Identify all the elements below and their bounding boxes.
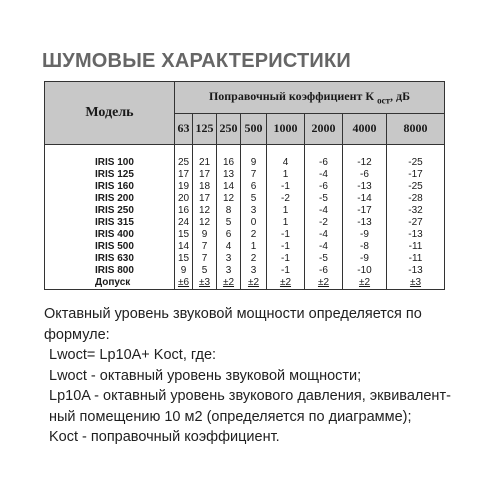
value-cell: 13 [217, 169, 241, 181]
value-cell: -6 [305, 265, 343, 277]
table-row [45, 253, 445, 265]
value-cell: 1 [267, 217, 305, 229]
value-cell: 24 [175, 217, 193, 229]
spacer-cell [267, 145, 305, 158]
table-row [45, 217, 445, 229]
frequency-header: 500 [241, 113, 267, 145]
value-cell: -5 [305, 253, 343, 265]
table-row [45, 169, 445, 181]
value-cell: 1 [267, 169, 305, 181]
value-cell: -17 [387, 169, 445, 181]
value-cell: 16 [175, 205, 193, 217]
value-cell: -9 [343, 229, 387, 241]
value-cell: -1 [267, 241, 305, 253]
value-cell: 21 [193, 157, 217, 169]
tolerance-label: Допуск [45, 277, 175, 290]
value-cell: 18 [193, 181, 217, 193]
value-cell: -25 [387, 157, 445, 169]
value-cell: 5 [193, 265, 217, 277]
table-row [45, 157, 445, 169]
table-row [45, 229, 445, 241]
text-line: формуле: [44, 326, 110, 343]
model-name: IRIS 160 [45, 181, 175, 193]
value-cell: 17 [193, 169, 217, 181]
frequency-header: 2000 [305, 113, 343, 145]
tolerance-cell: ±3 [193, 277, 217, 290]
frequency-header: 250 [217, 113, 241, 145]
value-cell: -2 [305, 217, 343, 229]
value-cell: 12 [193, 205, 217, 217]
text-line: Koct - поправочный коэффициент. [49, 429, 280, 445]
value-cell: 5 [241, 193, 267, 205]
spacer-cell [387, 145, 445, 158]
tolerance-cell: ±6 [175, 277, 193, 290]
value-cell: -28 [387, 193, 445, 205]
value-cell: -13 [387, 229, 445, 241]
value-cell: 9 [175, 265, 193, 277]
value-cell: -4 [305, 205, 343, 217]
value-cell: 6 [241, 181, 267, 193]
frequency-header: 8000 [387, 113, 445, 145]
value-cell: -27 [387, 217, 445, 229]
value-cell: 4 [217, 241, 241, 253]
spacer-cell [175, 145, 193, 158]
frequency-header: 4000 [343, 113, 387, 145]
value-cell: 14 [175, 241, 193, 253]
frequency-header: 63 [175, 113, 193, 145]
value-cell: -1 [267, 253, 305, 265]
value-cell: -13 [387, 265, 445, 277]
value-cell: 6 [217, 229, 241, 241]
value-cell: -6 [305, 181, 343, 193]
value-cell: 15 [175, 229, 193, 241]
spacer-cell [305, 145, 343, 158]
noise-table [44, 81, 445, 290]
model-name: IRIS 630 [45, 253, 175, 265]
value-cell: 15 [175, 253, 193, 265]
value-cell: 3 [241, 265, 267, 277]
model-header: Модель [45, 82, 175, 145]
spacer-cell [241, 145, 267, 158]
value-cell: -11 [387, 241, 445, 253]
spacer-row [45, 145, 445, 158]
value-cell: -14 [343, 193, 387, 205]
value-cell: 5 [217, 217, 241, 229]
formula-description [44, 304, 464, 448]
spacer-cell [343, 145, 387, 158]
value-cell: 8 [217, 205, 241, 217]
value-cell: -12 [343, 157, 387, 169]
value-cell: 2 [241, 253, 267, 265]
value-cell: -6 [305, 157, 343, 169]
model-name: IRIS 500 [45, 241, 175, 253]
value-cell: 12 [193, 217, 217, 229]
value-cell: -9 [343, 253, 387, 265]
value-cell: 0 [241, 217, 267, 229]
value-cell: 3 [241, 205, 267, 217]
spacer-cell [193, 145, 217, 158]
value-cell: 7 [193, 253, 217, 265]
value-cell: 25 [175, 157, 193, 169]
value-cell: 20 [175, 193, 193, 205]
value-cell: 16 [217, 157, 241, 169]
model-name: IRIS 400 [45, 229, 175, 241]
value-cell: 17 [175, 169, 193, 181]
tolerance-cell: ±2 [343, 277, 387, 290]
table-row [45, 205, 445, 217]
value-cell: 3 [217, 253, 241, 265]
value-cell: 14 [217, 181, 241, 193]
value-cell: -5 [305, 193, 343, 205]
text-line: Lp10A - октавный уровень звукового давления, эквивалент- [49, 388, 451, 404]
model-name: IRIS 315 [45, 217, 175, 229]
tolerance-cell: ±2 [305, 277, 343, 290]
value-cell: 9 [241, 157, 267, 169]
text-line: Lwoct= Lp10A+ Koct, где: [49, 347, 217, 363]
tolerance-cell: ±2 [241, 277, 267, 290]
table-row [45, 193, 445, 205]
value-cell: 9 [193, 229, 217, 241]
tolerance-cell: ±2 [267, 277, 305, 290]
model-name: IRIS 125 [45, 169, 175, 181]
table-row [45, 181, 445, 193]
model-name: IRIS 800 [45, 265, 175, 277]
value-cell: -11 [387, 253, 445, 265]
value-cell: -1 [267, 181, 305, 193]
value-cell: -4 [305, 241, 343, 253]
value-cell: 3 [217, 265, 241, 277]
coef-header: Поправочный коэффициент К $_{ост}$, дБ [175, 82, 445, 114]
tolerance-cell: ±3 [387, 277, 445, 290]
value-cell: -32 [387, 205, 445, 217]
value-cell: -4 [305, 229, 343, 241]
model-name: IRIS 100 [45, 157, 175, 169]
value-cell: -1 [267, 265, 305, 277]
value-cell: 7 [241, 169, 267, 181]
value-cell: -4 [305, 169, 343, 181]
value-cell: 7 [193, 241, 217, 253]
value-cell: -13 [343, 181, 387, 193]
frequency-header: 125 [193, 113, 217, 145]
text-line: Октавный уровень звуковой мощности определяется по [44, 306, 422, 322]
text-line: ный помещению 10 м2 (определяется по диаграмме); [49, 408, 412, 425]
value-cell: 4 [267, 157, 305, 169]
value-cell: 17 [193, 193, 217, 205]
value-cell: 1 [241, 241, 267, 253]
spacer-cell [217, 145, 241, 158]
value-cell: -25 [387, 181, 445, 193]
value-cell: 19 [175, 181, 193, 193]
model-name: IRIS 200 [45, 193, 175, 205]
value-cell: -1 [267, 229, 305, 241]
value-cell: 2 [241, 229, 267, 241]
section-title: ШУМОВЫЕ ХАРАКТЕРИСТИКИ [42, 50, 351, 72]
tolerance-cell: ±2 [217, 277, 241, 290]
model-name: IRIS 250 [45, 205, 175, 217]
value-cell: -13 [343, 217, 387, 229]
text-line: Lwoct - октавный уровень звуковой мощности; [49, 367, 362, 384]
tolerance-row [45, 277, 445, 290]
table-body [45, 145, 445, 290]
value-cell: -17 [343, 205, 387, 217]
spacer-cell [45, 145, 175, 158]
table-row [45, 265, 445, 277]
table-row [45, 241, 445, 253]
value-cell: -2 [267, 193, 305, 205]
value-cell: -10 [343, 265, 387, 277]
value-cell: 1 [267, 205, 305, 217]
value-cell: 12 [217, 193, 241, 205]
value-cell: -6 [343, 169, 387, 181]
frequency-header: 1000 [267, 113, 305, 145]
value-cell: -8 [343, 241, 387, 253]
